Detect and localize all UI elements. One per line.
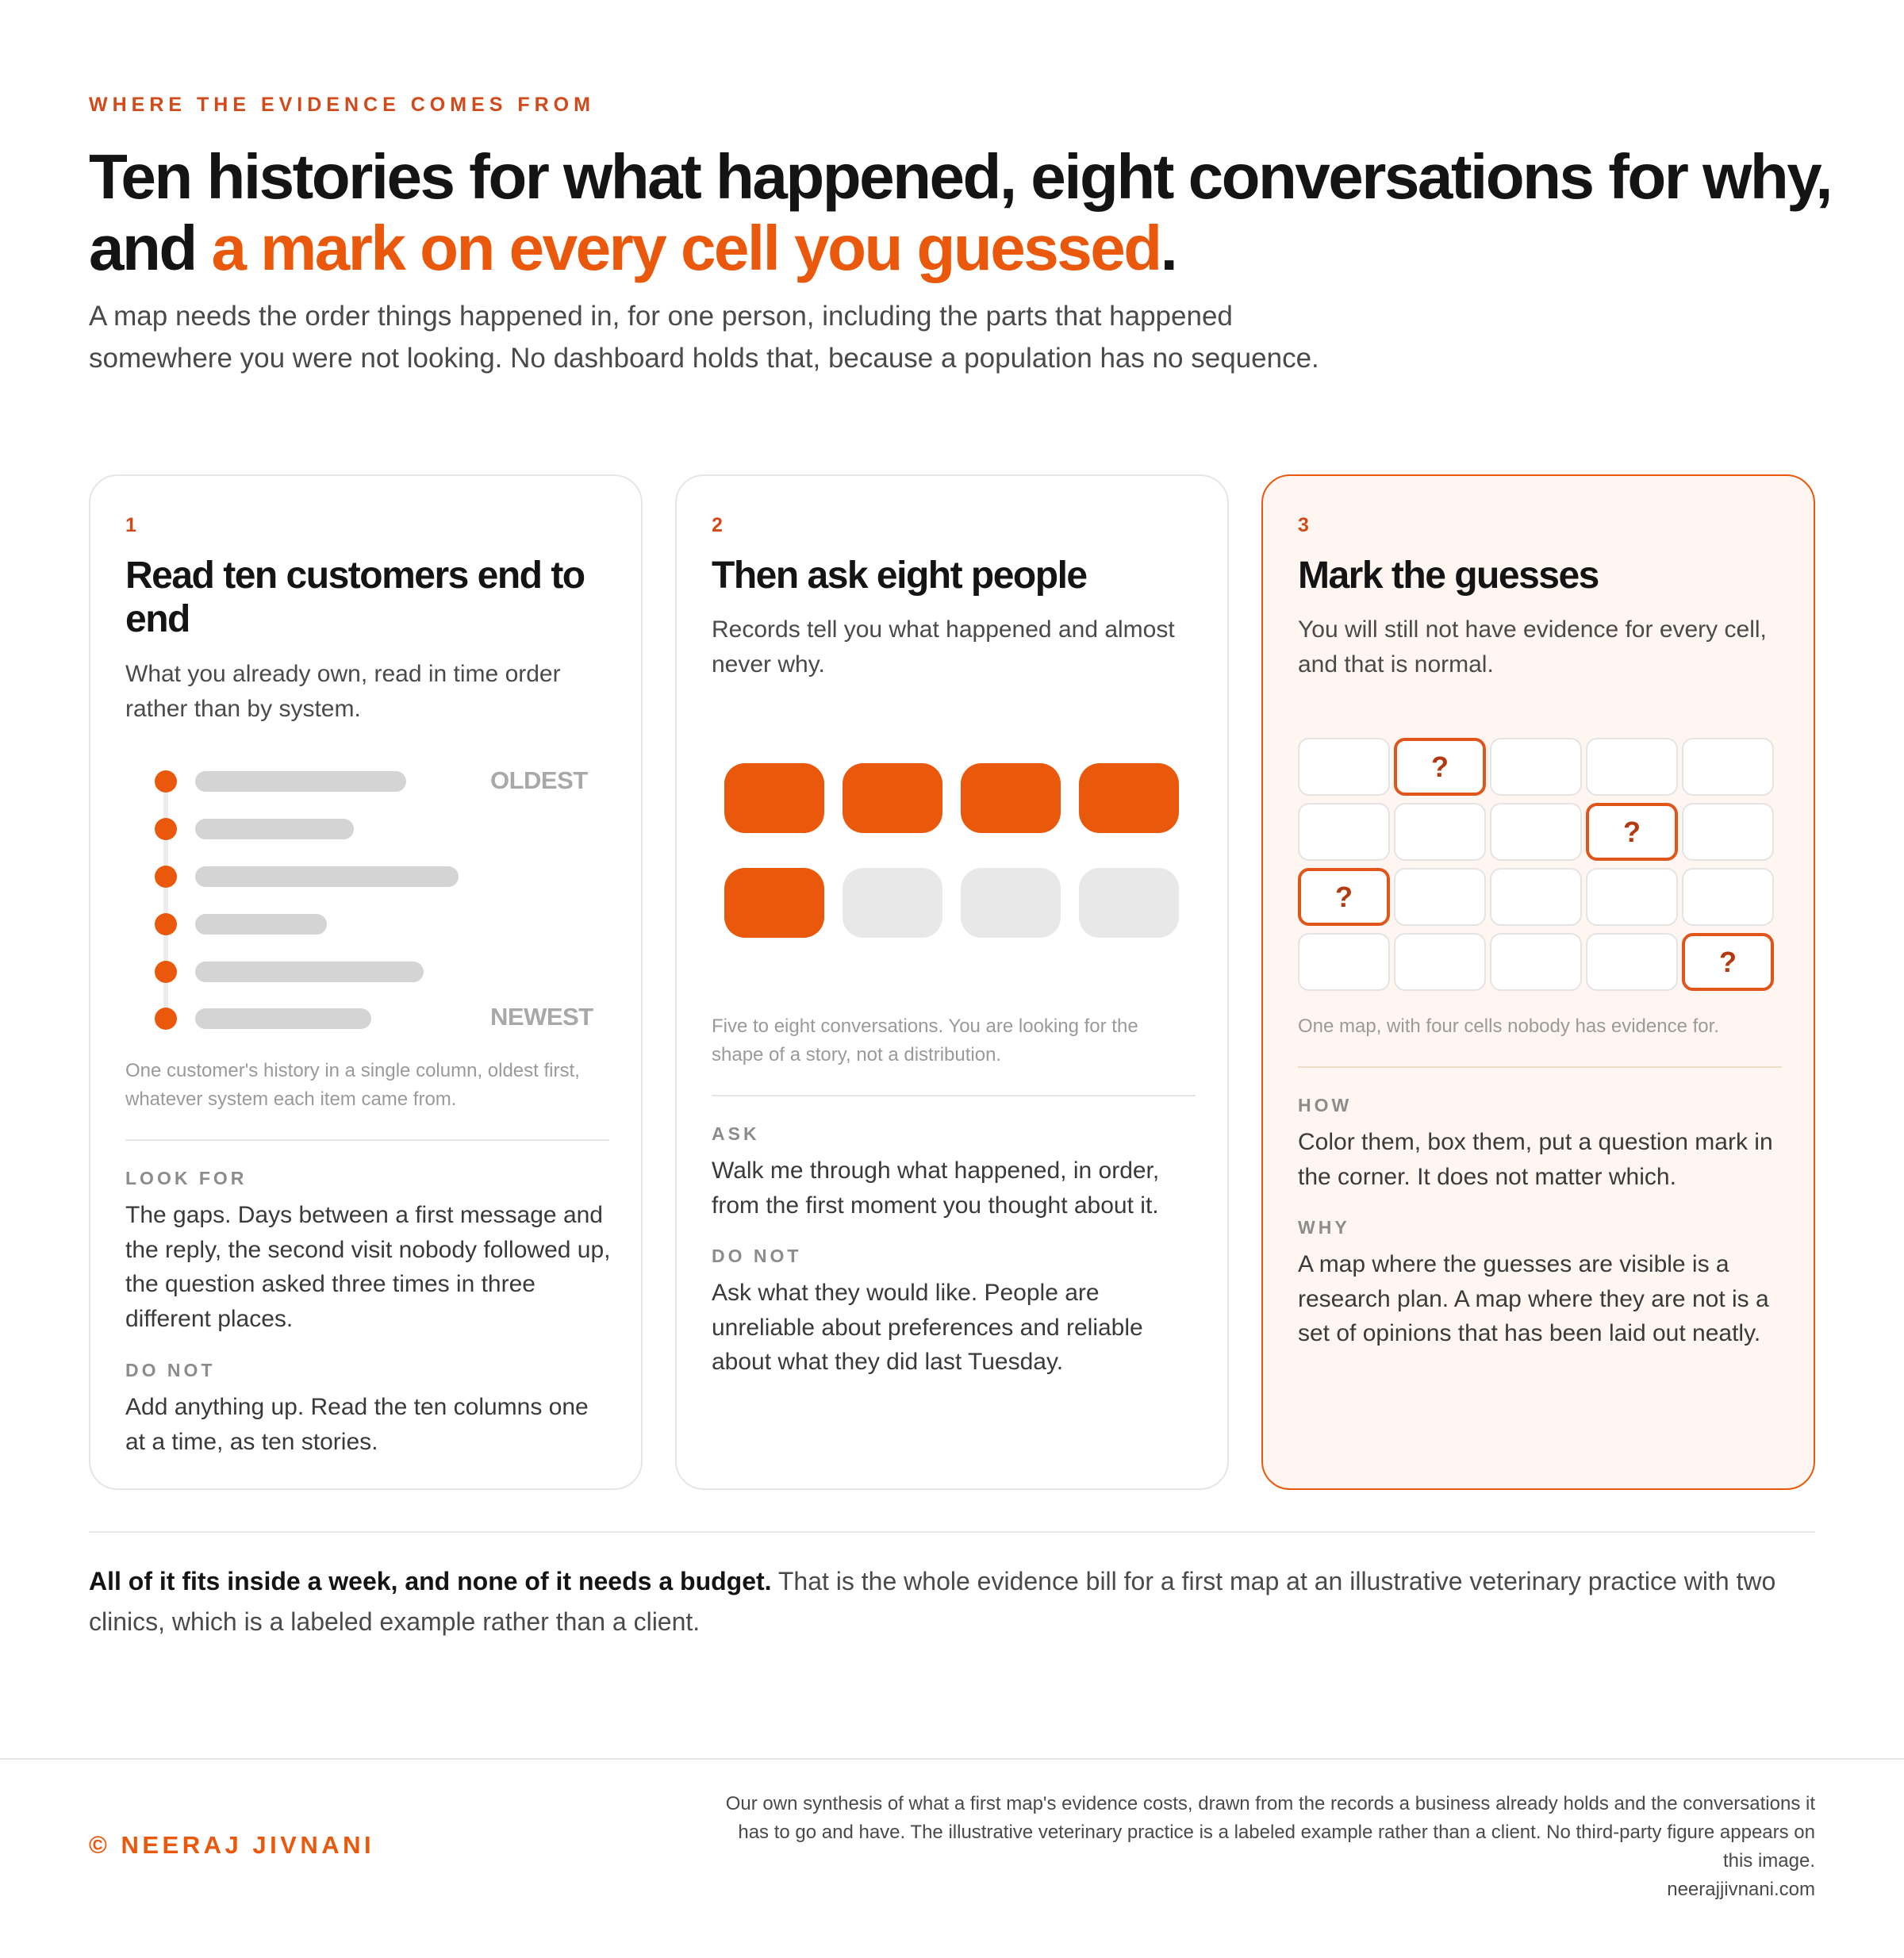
map-cell-guessed: ? — [1682, 933, 1774, 991]
map-cell — [1394, 868, 1486, 926]
section-label-how: HOW — [1298, 1095, 1353, 1115]
timeline-line — [163, 781, 168, 1019]
brand-copyright: © NEERAJ JIVNANI — [89, 1831, 375, 1859]
section-text-look-for: The gaps. Days between a first message and the reply, the second visit nobody followed up, the question asked three times in three different places. — [125, 1202, 611, 1332]
map-cell-guessed: ? — [1298, 868, 1390, 926]
timeline-bar — [195, 1008, 371, 1029]
section-text-why: A map where the guesses are visible is a research plan. A map where they are not is a set of opinions that has been laid out neatly. — [1298, 1251, 1769, 1346]
map-cell — [1682, 738, 1774, 796]
section-text-do-not: Add anything up. Read the ten columns one at a time, as ten stories. — [125, 1394, 589, 1455]
summary-divider — [89, 1531, 1815, 1533]
timeline-dot — [155, 866, 177, 888]
map-cell — [1490, 738, 1582, 796]
card-read-customers — [89, 474, 643, 1490]
section-label-do-not: DO NOT — [125, 1360, 216, 1380]
section-label-ask: ASK — [712, 1123, 760, 1144]
footer-note — [704, 1790, 1815, 1904]
section-text-do-not: Ask what they would like. People are unreliable about preferences and reliable about what they did last Tuesday. — [712, 1280, 1143, 1375]
map-cell — [1394, 803, 1486, 861]
map-cell — [1298, 803, 1390, 861]
eyebrow: WHERE THE EVIDENCE COMES FROM — [89, 94, 595, 116]
headline-accent: a mark on every cell you guessed — [211, 213, 1161, 283]
map-cell — [1490, 803, 1582, 861]
headline-tail: . — [1160, 213, 1177, 283]
map-cell-guessed: ? — [1586, 803, 1678, 861]
card-title: Read ten customers end to end — [125, 555, 585, 640]
card-ask-people — [675, 474, 1229, 1490]
timeline-dot — [155, 961, 177, 983]
timeline-bar — [195, 914, 327, 935]
card-caption: One customer's history in a single column, oldest first, whatever system each item came from. — [125, 1060, 580, 1110]
timeline-oldest-label: OLDEST — [490, 766, 588, 794]
footer-url: neerajjivnani.com — [1667, 1879, 1815, 1900]
card-description: Records tell you what happened and almost never why. — [712, 616, 1175, 678]
map-cell — [1586, 933, 1678, 991]
map-cell — [1586, 738, 1678, 796]
card-description: You will still not have evidence for every cell, and that is normal. — [1298, 616, 1767, 678]
headline — [89, 141, 1834, 284]
conversation-pill-done — [843, 763, 942, 833]
card-number: 1 — [125, 514, 136, 536]
map-cell — [1298, 933, 1390, 991]
footer-note-text: Our own synthesis of what a first map's evidence costs, drawn from the records a business already holds and the conversations it has to go and have. The illustrative veterinary practice is a labeled example rather than a client. No third-party figure appears on this image. — [725, 1793, 1815, 1872]
timeline-dot — [155, 913, 177, 935]
section-text-how: Color them, box them, put a question mark in the corner. It does not matter which. — [1298, 1129, 1773, 1190]
map-cell — [1682, 803, 1774, 861]
headline-lead: Ten histories for what happened, eight conversations for why, and — [89, 141, 1831, 283]
summary-rest: That is the whole evidence bill for a first map at an illustrative veterinary practice with two clinics, which is a labeled example rather than a client. — [89, 1567, 1776, 1636]
timeline-bar — [195, 962, 424, 982]
card-title: Then ask eight people — [712, 555, 1087, 597]
conversation-pill-empty — [961, 868, 1061, 938]
conversation-pill-done — [1079, 763, 1179, 833]
card-caption: One map, with four cells nobody has evidence for. — [1298, 1015, 1719, 1037]
timeline-newest-label: NEWEST — [490, 1003, 593, 1031]
map-cell — [1394, 933, 1486, 991]
card-divider — [125, 1139, 609, 1141]
conversation-pill-empty — [1079, 868, 1179, 938]
timeline-bar — [195, 819, 354, 839]
section-label-do-not: DO NOT — [712, 1246, 802, 1266]
section-text-ask: Walk me through what happened, in order, from the first moment you thought about it. — [712, 1158, 1160, 1219]
card-caption: Five to eight conversations. You are looking for the shape of a story, not a distribution. — [712, 1015, 1138, 1065]
card-number: 2 — [712, 514, 723, 536]
card-divider — [712, 1095, 1196, 1096]
map-cell — [1490, 868, 1582, 926]
intro-paragraph: A map needs the order things happened in, for one person, including the parts that happened somewhere you were not looking. No dashboard holds that, because a population has no sequence. — [89, 301, 1319, 374]
section-label-why: WHY — [1298, 1217, 1350, 1238]
timeline-bar — [195, 771, 406, 792]
timeline-bar — [195, 866, 459, 887]
map-cell — [1682, 868, 1774, 926]
map-cell-guessed: ? — [1394, 738, 1486, 796]
card-description: What you already own, read in time order rather than by system. — [125, 661, 561, 722]
timeline-dot — [155, 818, 177, 840]
conversation-pill-done — [724, 763, 824, 833]
map-cell — [1586, 868, 1678, 926]
card-mark-guesses — [1261, 474, 1815, 1490]
footer-divider — [0, 1758, 1904, 1760]
conversation-pill-empty — [843, 868, 942, 938]
timeline-dot — [155, 770, 177, 793]
conversation-pill-done — [724, 868, 824, 938]
conversation-pill-done — [961, 763, 1061, 833]
map-cell — [1490, 933, 1582, 991]
summary-bold: All of it fits inside a week, and none of it needs a budget. — [89, 1567, 772, 1595]
card-number: 3 — [1298, 514, 1309, 536]
section-label-look-for: LOOK FOR — [125, 1168, 248, 1188]
map-cell — [1298, 738, 1390, 796]
summary — [89, 1561, 1815, 1642]
timeline-dot — [155, 1008, 177, 1030]
card-title: Mark the guesses — [1298, 555, 1599, 597]
card-divider — [1298, 1066, 1782, 1068]
